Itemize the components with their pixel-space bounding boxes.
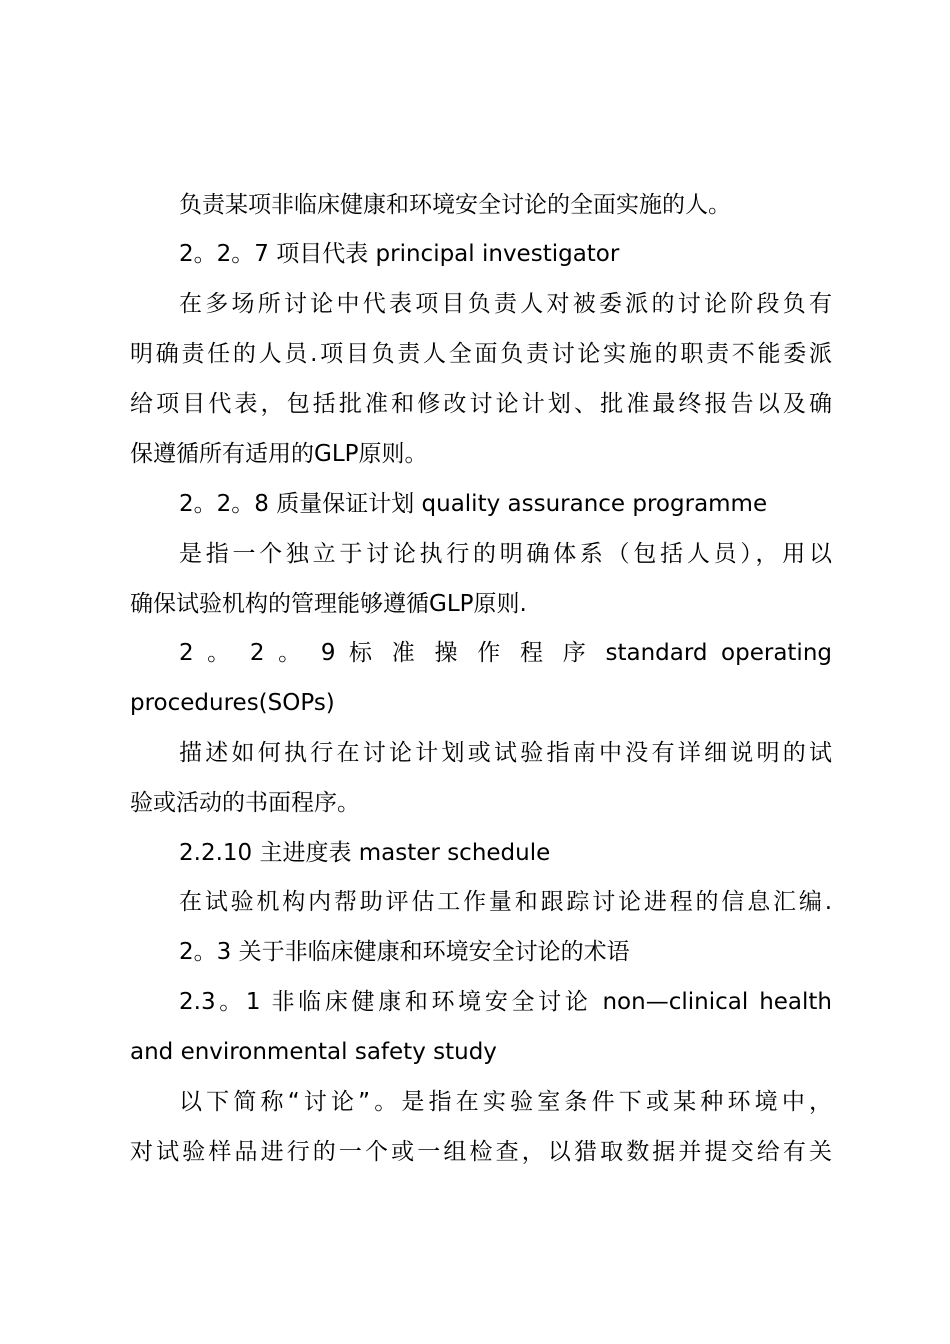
section-heading: 2.3。1 非临床健康和环境安全讨论 non—clinical health <box>179 989 832 1015</box>
paragraph-line: 以下简称“讨论”。是指在实验室条件下或某种环境中， <box>179 1089 832 1115</box>
paragraph-line: 保遵循所有适用的GLP原则。 <box>130 441 428 467</box>
paragraph-line: 负责某项非临床健康和环境安全讨论的全面实施的人。 <box>179 192 731 218</box>
section-heading: 2。3 关于非临床健康和环境安全讨论的术语 <box>179 939 630 965</box>
paragraph-line: 是指一个独立于讨论执行的明确体系（包括人员），用以 <box>179 541 832 567</box>
section-heading-continued: and environmental safety study <box>130 1039 497 1065</box>
paragraph-line: 在试验机构内帮助评估工作量和跟踪讨论进程的信息汇编. <box>179 889 832 915</box>
section-heading: 2。2。8 质量保证计划 quality assurance programme <box>179 491 768 517</box>
paragraph-line: 给项目代表，包括批准和修改讨论计划、批准最终报告以及确 <box>130 391 832 417</box>
paragraph-line: 在多场所讨论中代表项目负责人对被委派的讨论阶段负有 <box>179 291 832 317</box>
section-heading-continued: procedures(SOPs) <box>130 690 335 716</box>
paragraph-line: 明确责任的人员.项目负责人全面负责讨论实施的职责不能委派 <box>130 341 832 367</box>
paragraph-line: 描述如何执行在讨论计划或试验指南中没有详细说明的试 <box>179 740 832 766</box>
paragraph-line: 确保试验机构的管理能够遵循GLP原则. <box>130 591 527 617</box>
section-heading: 2 。 2 。 9 标 准 操 作 程 序 standard operating <box>179 640 832 666</box>
section-heading: 2.2.10 主进度表 master schedule <box>179 840 551 866</box>
paragraph-line: 验或活动的书面程序。 <box>130 790 360 816</box>
paragraph-line: 对试验样品进行的一个或一组检查，以猎取数据并提交给有关 <box>130 1139 832 1165</box>
section-heading: 2。2。7 项目代表 principal investigator <box>179 241 620 267</box>
